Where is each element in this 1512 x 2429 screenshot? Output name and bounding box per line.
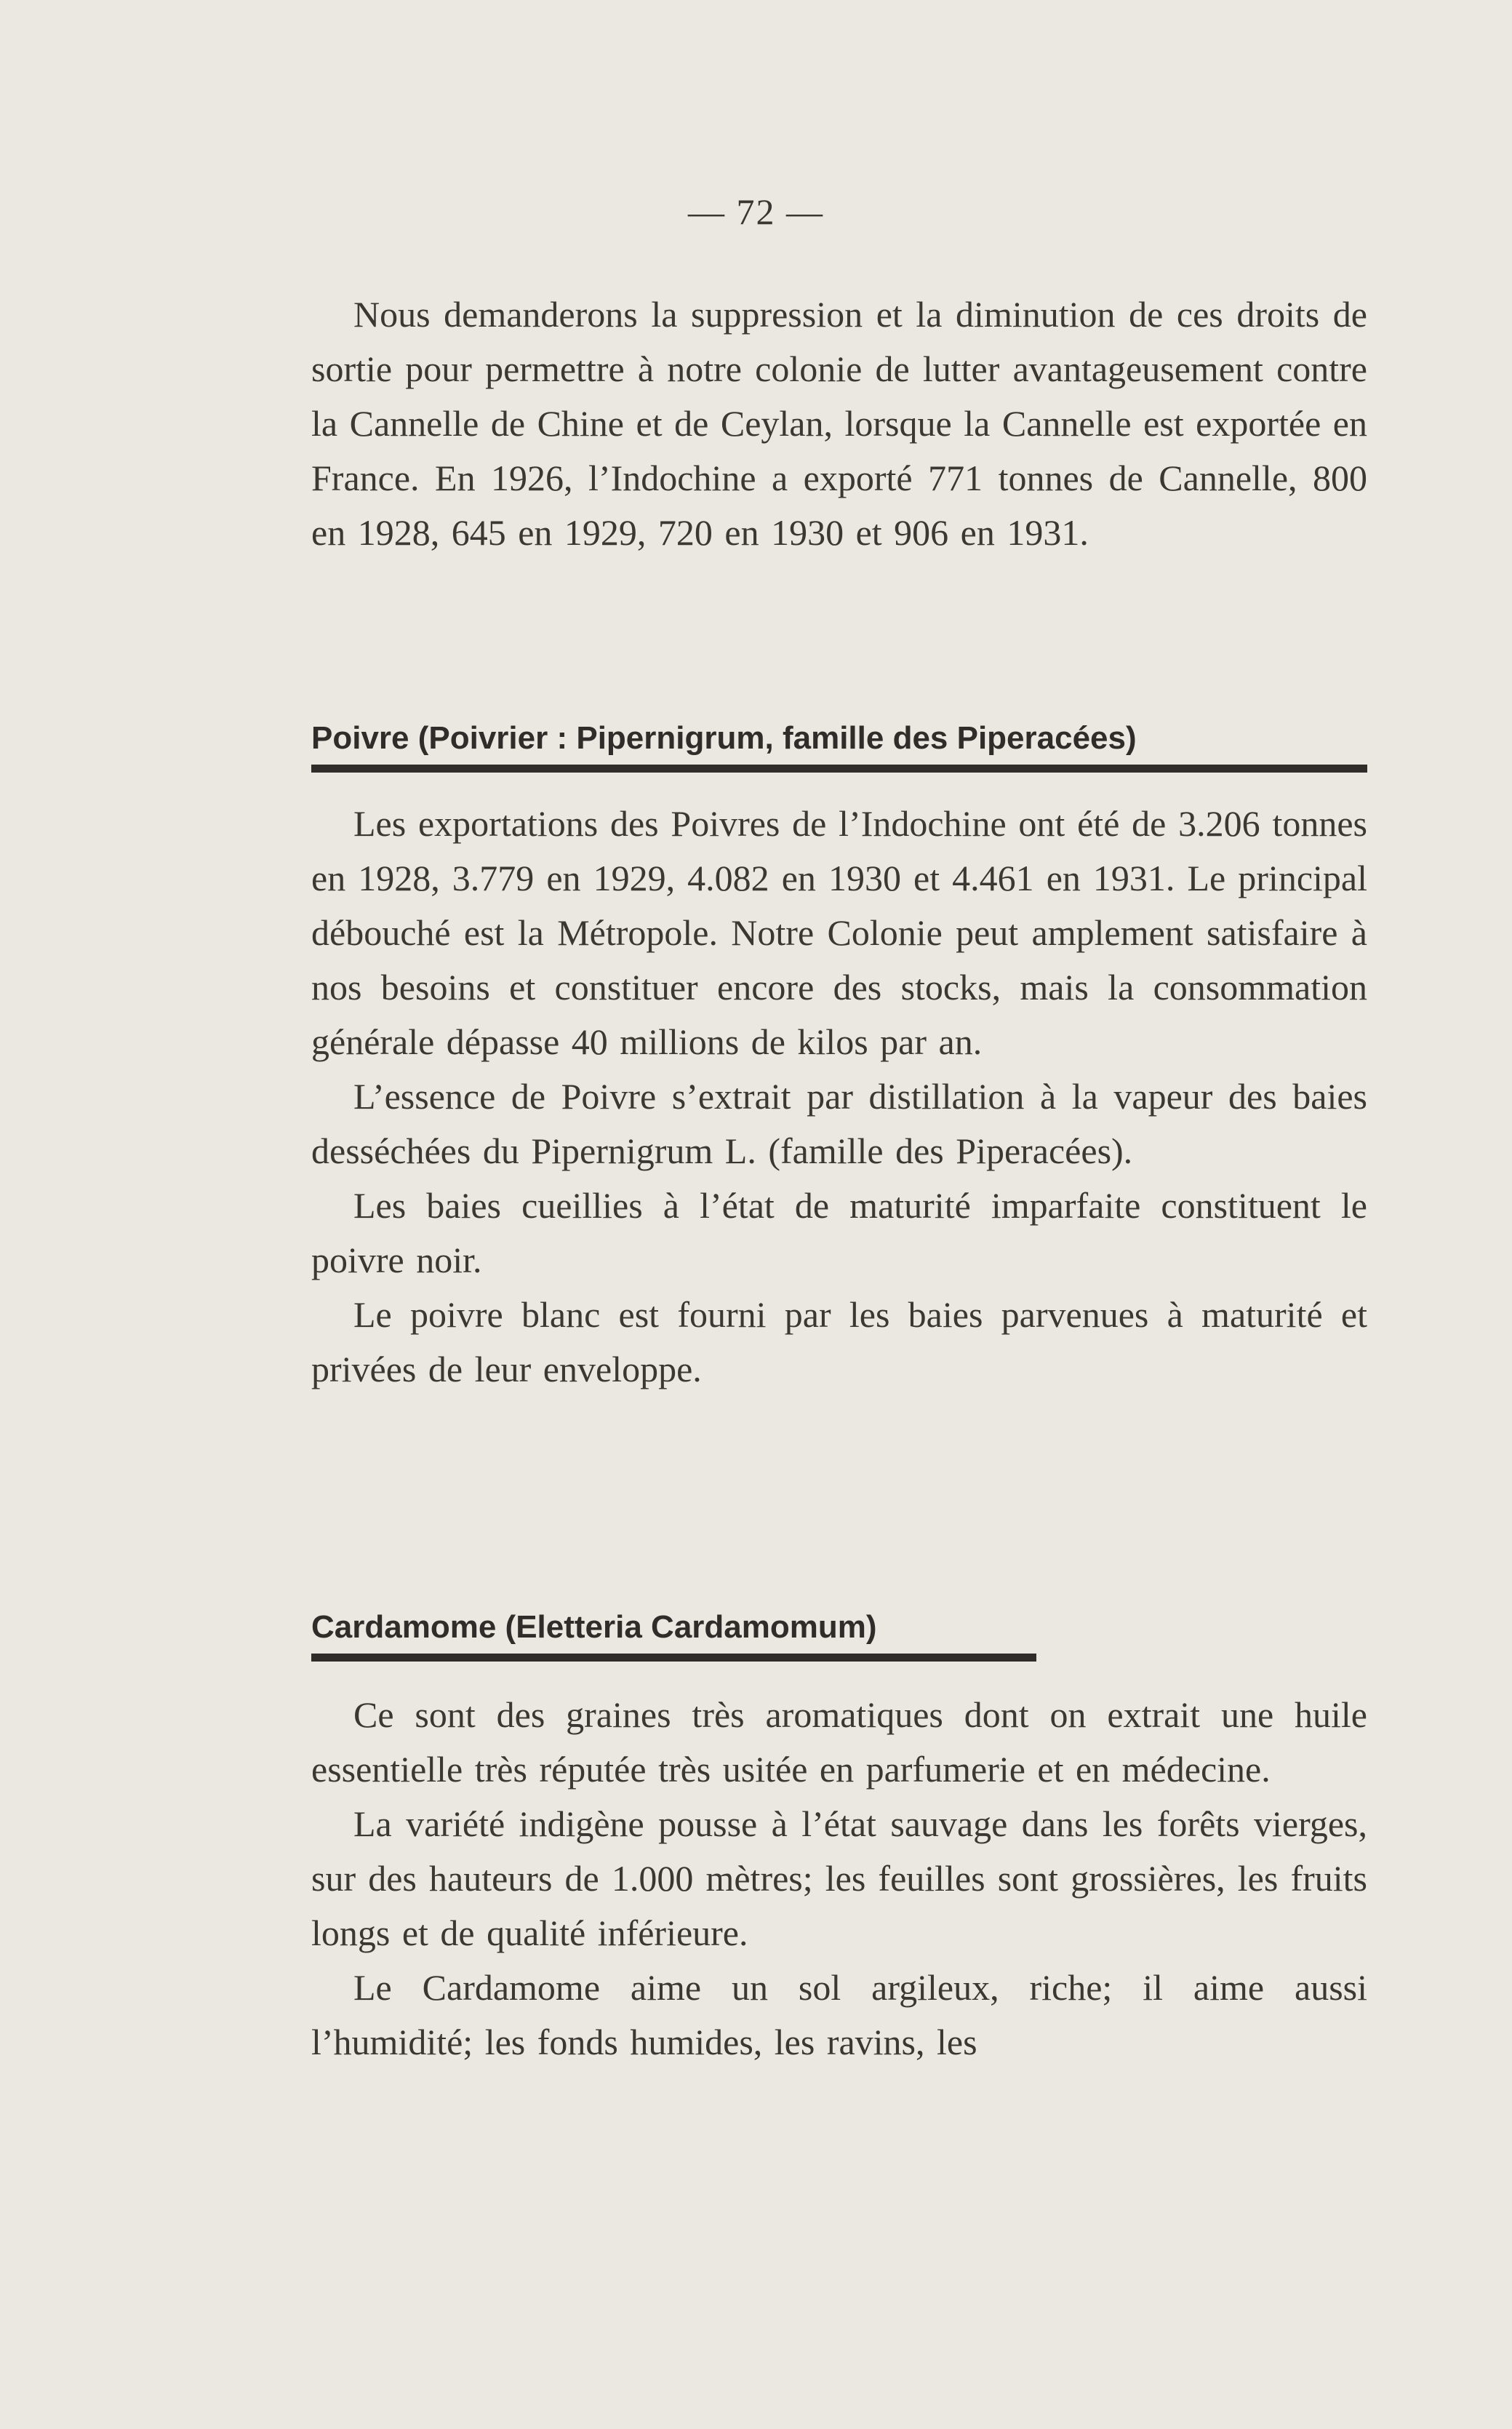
page-number: — 72 —: [688, 191, 824, 232]
poivre-paragraph-4: Le poivre blanc est fourni par les baies parvenues à maturité et privées de leur enveloppe.: [311, 1294, 1367, 1389]
poivre-paragraph-1: Les exportations des Poivres de l’Indochine ont été de 3.206 tonnes en 1928, 3.779 en 1929, 4.082 en 1930 et 4.461 en 1931. Le principal débouché est la Métropole. Notre Colonie peut amplement satisfaire à nos besoins et constituer encore des stocks, mais la consommation générale dépasse 40 millions de kilos par an.: [311, 803, 1367, 1062]
cardamome-paragraph-2: La variété indigène pousse à l’état sauvage dans les forêts vierges, sur des hauteurs de 1.000 mètres; les feuilles sont grossières, les fruits longs et de qualité inférieure.: [311, 1803, 1367, 1953]
cardamome-paragraph-1: Ce sont des graines très aromatiques dont on extrait une huile essentielle très réputée très usitée en parfumerie et en médecine.: [311, 1694, 1367, 1790]
poivre-paragraph-2: L’essence de Poivre s’extrait par distillation à la vapeur des baies desséchées du Pipernigrum L. (famille des Piperacées).: [311, 1076, 1367, 1171]
cardamome-heading: Cardamome (Eletteria Cardamomum): [311, 1609, 877, 1645]
poivre-heading-underline: [311, 765, 1367, 773]
poivre-section: [311, 797, 1367, 1397]
poivre-paragraph-3: Les baies cueillies à l’état de maturité imparfaite constituent le poivre noir.: [311, 1185, 1367, 1280]
cardamome-heading-block: [311, 1606, 1039, 1662]
intro-section: [311, 287, 1367, 560]
intro-paragraph: Nous demanderons la suppression et la diminution de ces droits de sortie pour permettre à notre colonie de lutter avantageusement contre la Cannelle de Chine et de Ceylan, lorsque la Cannelle est exportée en France. En 1926, l’Indochine a exporté 771 tonnes de Cannelle, 800 en 1928, 645 en 1929, 720 en 1930 et 906 en 1931.: [311, 294, 1367, 553]
cardamome-section: [311, 1688, 1367, 2070]
cardamome-heading-underline: [311, 1654, 1036, 1662]
poivre-heading: Poivre (Poivrier : Pipernigrum, famille des Piperacées): [311, 720, 1137, 756]
poivre-heading-block: [311, 717, 1367, 773]
cardamome-paragraph-3: Le Cardamome aime un sol argileux, riche; il aime aussi l’humidité; les fonds humides, les ravins, les: [311, 1967, 1367, 2062]
